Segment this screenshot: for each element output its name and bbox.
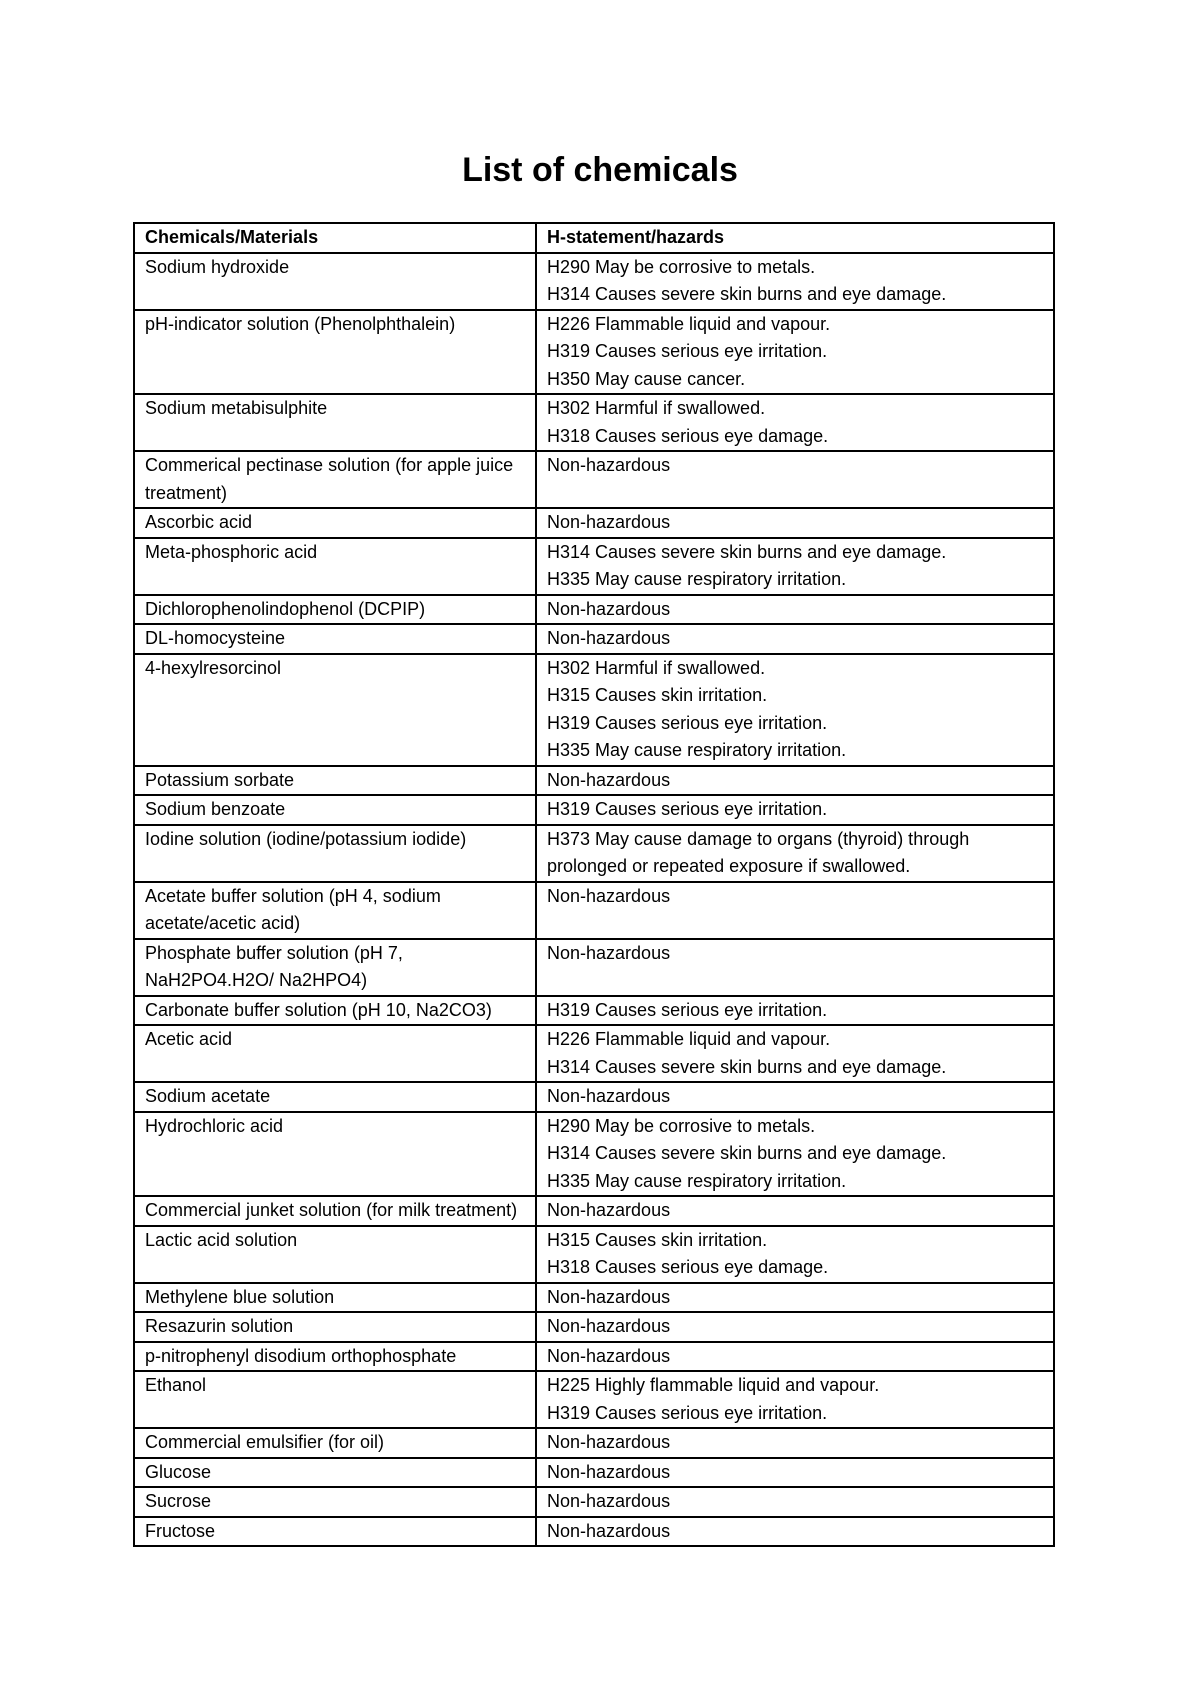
table-row [134,394,1054,451]
hazard-statement: Non-hazardous [547,1316,671,1336]
table-row [134,595,1054,625]
header-hazards: H-statement/hazards [536,223,1054,253]
hazard-statement: Non-hazardous [547,455,671,475]
table-row [134,451,1054,508]
chemical-name-cell: Commercial junket solution (for milk treatment) [134,1196,536,1226]
hazard-statement: H314 Causes severe skin burns and eye damage. [547,541,947,562]
hazard-statement: H335 May cause respiratory irritation. [547,569,847,589]
table-row [134,795,1054,825]
hazard-statement: H226 Flammable liquid and vapour. [547,1029,831,1049]
hazard-statements-cell [536,825,1054,882]
hazard-statement: H319 Causes serious eye irritation. [547,999,828,1020]
hazard-statement: Non-hazardous [547,885,671,906]
table-body [134,253,1054,1547]
hazard-statement: Non-hazardous [547,1520,671,1541]
table-header-row [134,223,1054,253]
hazard-statements-cell [536,394,1054,451]
hazard-statements-cell [536,766,1054,796]
table-row [134,1283,1054,1313]
chemical-name-cell: Resazurin solution [134,1312,536,1342]
hazard-statement: H319 Causes serious eye irritation. [547,1402,828,1423]
hazard-statement: H335 May cause respiratory irritation. [547,740,847,760]
hazard-statement: Non-hazardous [547,598,671,619]
table-row [134,1226,1054,1283]
table-row [134,1371,1054,1428]
chemical-name-cell: Commercial emulsifier (for oil) [134,1428,536,1458]
chemical-name-cell: 4-hexylresorcinol [134,654,536,766]
table-row [134,825,1054,882]
table-row [134,310,1054,395]
hazard-statements-cell [536,654,1054,766]
hazard-statement: H315 Causes skin irritation. [547,685,768,705]
hazard-statement: H314 Causes severe skin burns and eye damage. [547,284,947,304]
chemical-name-cell: Acetate buffer solution (pH 4, sodium acetate/acetic acid) [134,882,536,939]
hazard-statements-cell [536,1342,1054,1372]
table-row [134,624,1054,654]
hazard-statement: Non-hazardous [547,1200,671,1220]
hazard-statements-cell [536,508,1054,538]
chemical-name-cell: Sucrose [134,1487,536,1517]
table-row [134,508,1054,538]
hazard-statement: Non-hazardous [547,512,671,532]
hazard-statements-cell [536,1458,1054,1488]
hazard-statements-cell [536,1283,1054,1313]
hazard-statement: H335 May cause respiratory irritation. [547,1170,847,1191]
chemical-name-cell: Phosphate buffer solution (pH 7, NaH2PO4.H2O/ Na2HPO4) [134,939,536,996]
table-row [134,1112,1054,1197]
hazard-statements-cell [536,1082,1054,1112]
hazard-statement: H318 Causes serious eye damage. [547,1257,829,1277]
chemical-name-cell: Glucose [134,1458,536,1488]
chemical-name-cell: DL-homocysteine [134,624,536,654]
chemical-name-cell: Iodine solution (iodine/potassium iodide) [134,825,536,882]
hazard-statement: H226 Flammable liquid and vapour. [547,313,831,334]
chemical-name-cell: p-nitrophenyl disodium orthophosphate [134,1342,536,1372]
chemical-name-cell: pH-indicator solution (Phenolphthalein) [134,310,536,395]
header-chemicals: Chemicals/Materials [134,223,536,253]
table-row [134,538,1054,595]
chemical-name-cell: Commerical pectinase solution (for apple juice treatment) [134,451,536,508]
hazard-statement: Non-hazardous [547,942,671,963]
hazard-statement: H318 Causes serious eye damage. [547,425,829,446]
table-row [134,1025,1054,1082]
hazard-statement: Non-hazardous [547,628,671,648]
table-row [134,766,1054,796]
hazard-statement: H302 Harmful if swallowed. [547,398,766,418]
hazard-statement: Non-hazardous [547,1286,671,1307]
table-row [134,1517,1054,1547]
hazard-statement: H225 Highly flammable liquid and vapour. [547,1375,880,1395]
hazard-statements-cell [536,253,1054,310]
hazard-statements-cell [536,795,1054,825]
table-row [134,1082,1054,1112]
hazard-statement: H319 Causes serious eye irritation. [547,341,828,361]
table-row [134,882,1054,939]
hazard-statement: H319 Causes serious eye irritation. [547,799,828,819]
table-row [134,1428,1054,1458]
chemical-name-cell: Dichlorophenolindophenol (DCPIP) [134,595,536,625]
table-row [134,1458,1054,1488]
table-row [134,253,1054,310]
chemical-name-cell: Ethanol [134,1371,536,1428]
chemical-name-cell: Sodium benzoate [134,795,536,825]
hazard-statements-cell [536,1196,1054,1226]
chemical-name-cell: Potassium sorbate [134,766,536,796]
hazard-statement: H315 Causes skin irritation. [547,1229,768,1250]
hazard-statement: Non-hazardous [547,1432,671,1452]
hazard-statements-cell [536,996,1054,1026]
hazard-statement: Non-hazardous [547,1086,671,1106]
hazard-statement: H290 May be corrosive to metals. [547,256,816,277]
hazard-statements-cell [536,939,1054,996]
table-row [134,1487,1054,1517]
hazard-statements-cell [536,1371,1054,1428]
hazard-statements-cell [536,1517,1054,1547]
table-row [134,939,1054,996]
chemical-name-cell: Sodium acetate [134,1082,536,1112]
hazard-statement: Non-hazardous [547,1461,671,1482]
hazard-statement: H290 May be corrosive to metals. [547,1115,816,1136]
chemical-name-cell: Sodium metabisulphite [134,394,536,451]
hazard-statement: H314 Causes severe skin burns and eye damage. [547,1143,947,1163]
chemical-name-cell: Hydrochloric acid [134,1112,536,1197]
hazard-statement: H319 Causes serious eye irritation. [547,712,828,733]
hazard-statements-cell [536,1025,1054,1082]
table-row [134,1196,1054,1226]
hazard-statements-cell [536,1226,1054,1283]
chemical-name-cell: Acetic acid [134,1025,536,1082]
hazard-statements-cell [536,1312,1054,1342]
chemical-name-cell: Ascorbic acid [134,508,536,538]
chemical-name-cell: Methylene blue solution [134,1283,536,1313]
hazard-statements-cell [536,310,1054,395]
table-row [134,654,1054,766]
hazard-statement: Non-hazardous [547,1491,671,1511]
chemical-name-cell: Sodium hydroxide [134,253,536,310]
table-row [134,996,1054,1026]
table-row [134,1342,1054,1372]
chemical-name-cell: Meta-phosphoric acid [134,538,536,595]
hazard-statements-cell [536,882,1054,939]
hazard-statements-cell [536,595,1054,625]
chemical-name-cell: Carbonate buffer solution (pH 10, Na2CO3) [134,996,536,1026]
hazard-statement: H373 May cause damage to organs (thyroid) through prolonged or repeated exposure if swallowed. [547,828,970,876]
hazard-statements-cell [536,538,1054,595]
chemicals-table [133,222,1055,1547]
hazard-statement: Non-hazardous [547,769,671,790]
hazard-statements-cell [536,451,1054,508]
chemical-name-cell: Lactic acid solution [134,1226,536,1283]
hazard-statements-cell [536,624,1054,654]
hazard-statements-cell [536,1487,1054,1517]
hazard-statements-cell [536,1112,1054,1197]
hazard-statement: H302 Harmful if swallowed. [547,657,766,678]
table-row [134,1312,1054,1342]
hazard-statement: H350 May cause cancer. [547,368,746,389]
hazard-statement: Non-hazardous [547,1345,671,1366]
hazard-statements-cell [536,1428,1054,1458]
chemical-name-cell: Fructose [134,1517,536,1547]
hazard-statement: H314 Causes severe skin burns and eye damage. [547,1056,947,1077]
page-title: List of chemicals [462,151,738,189]
